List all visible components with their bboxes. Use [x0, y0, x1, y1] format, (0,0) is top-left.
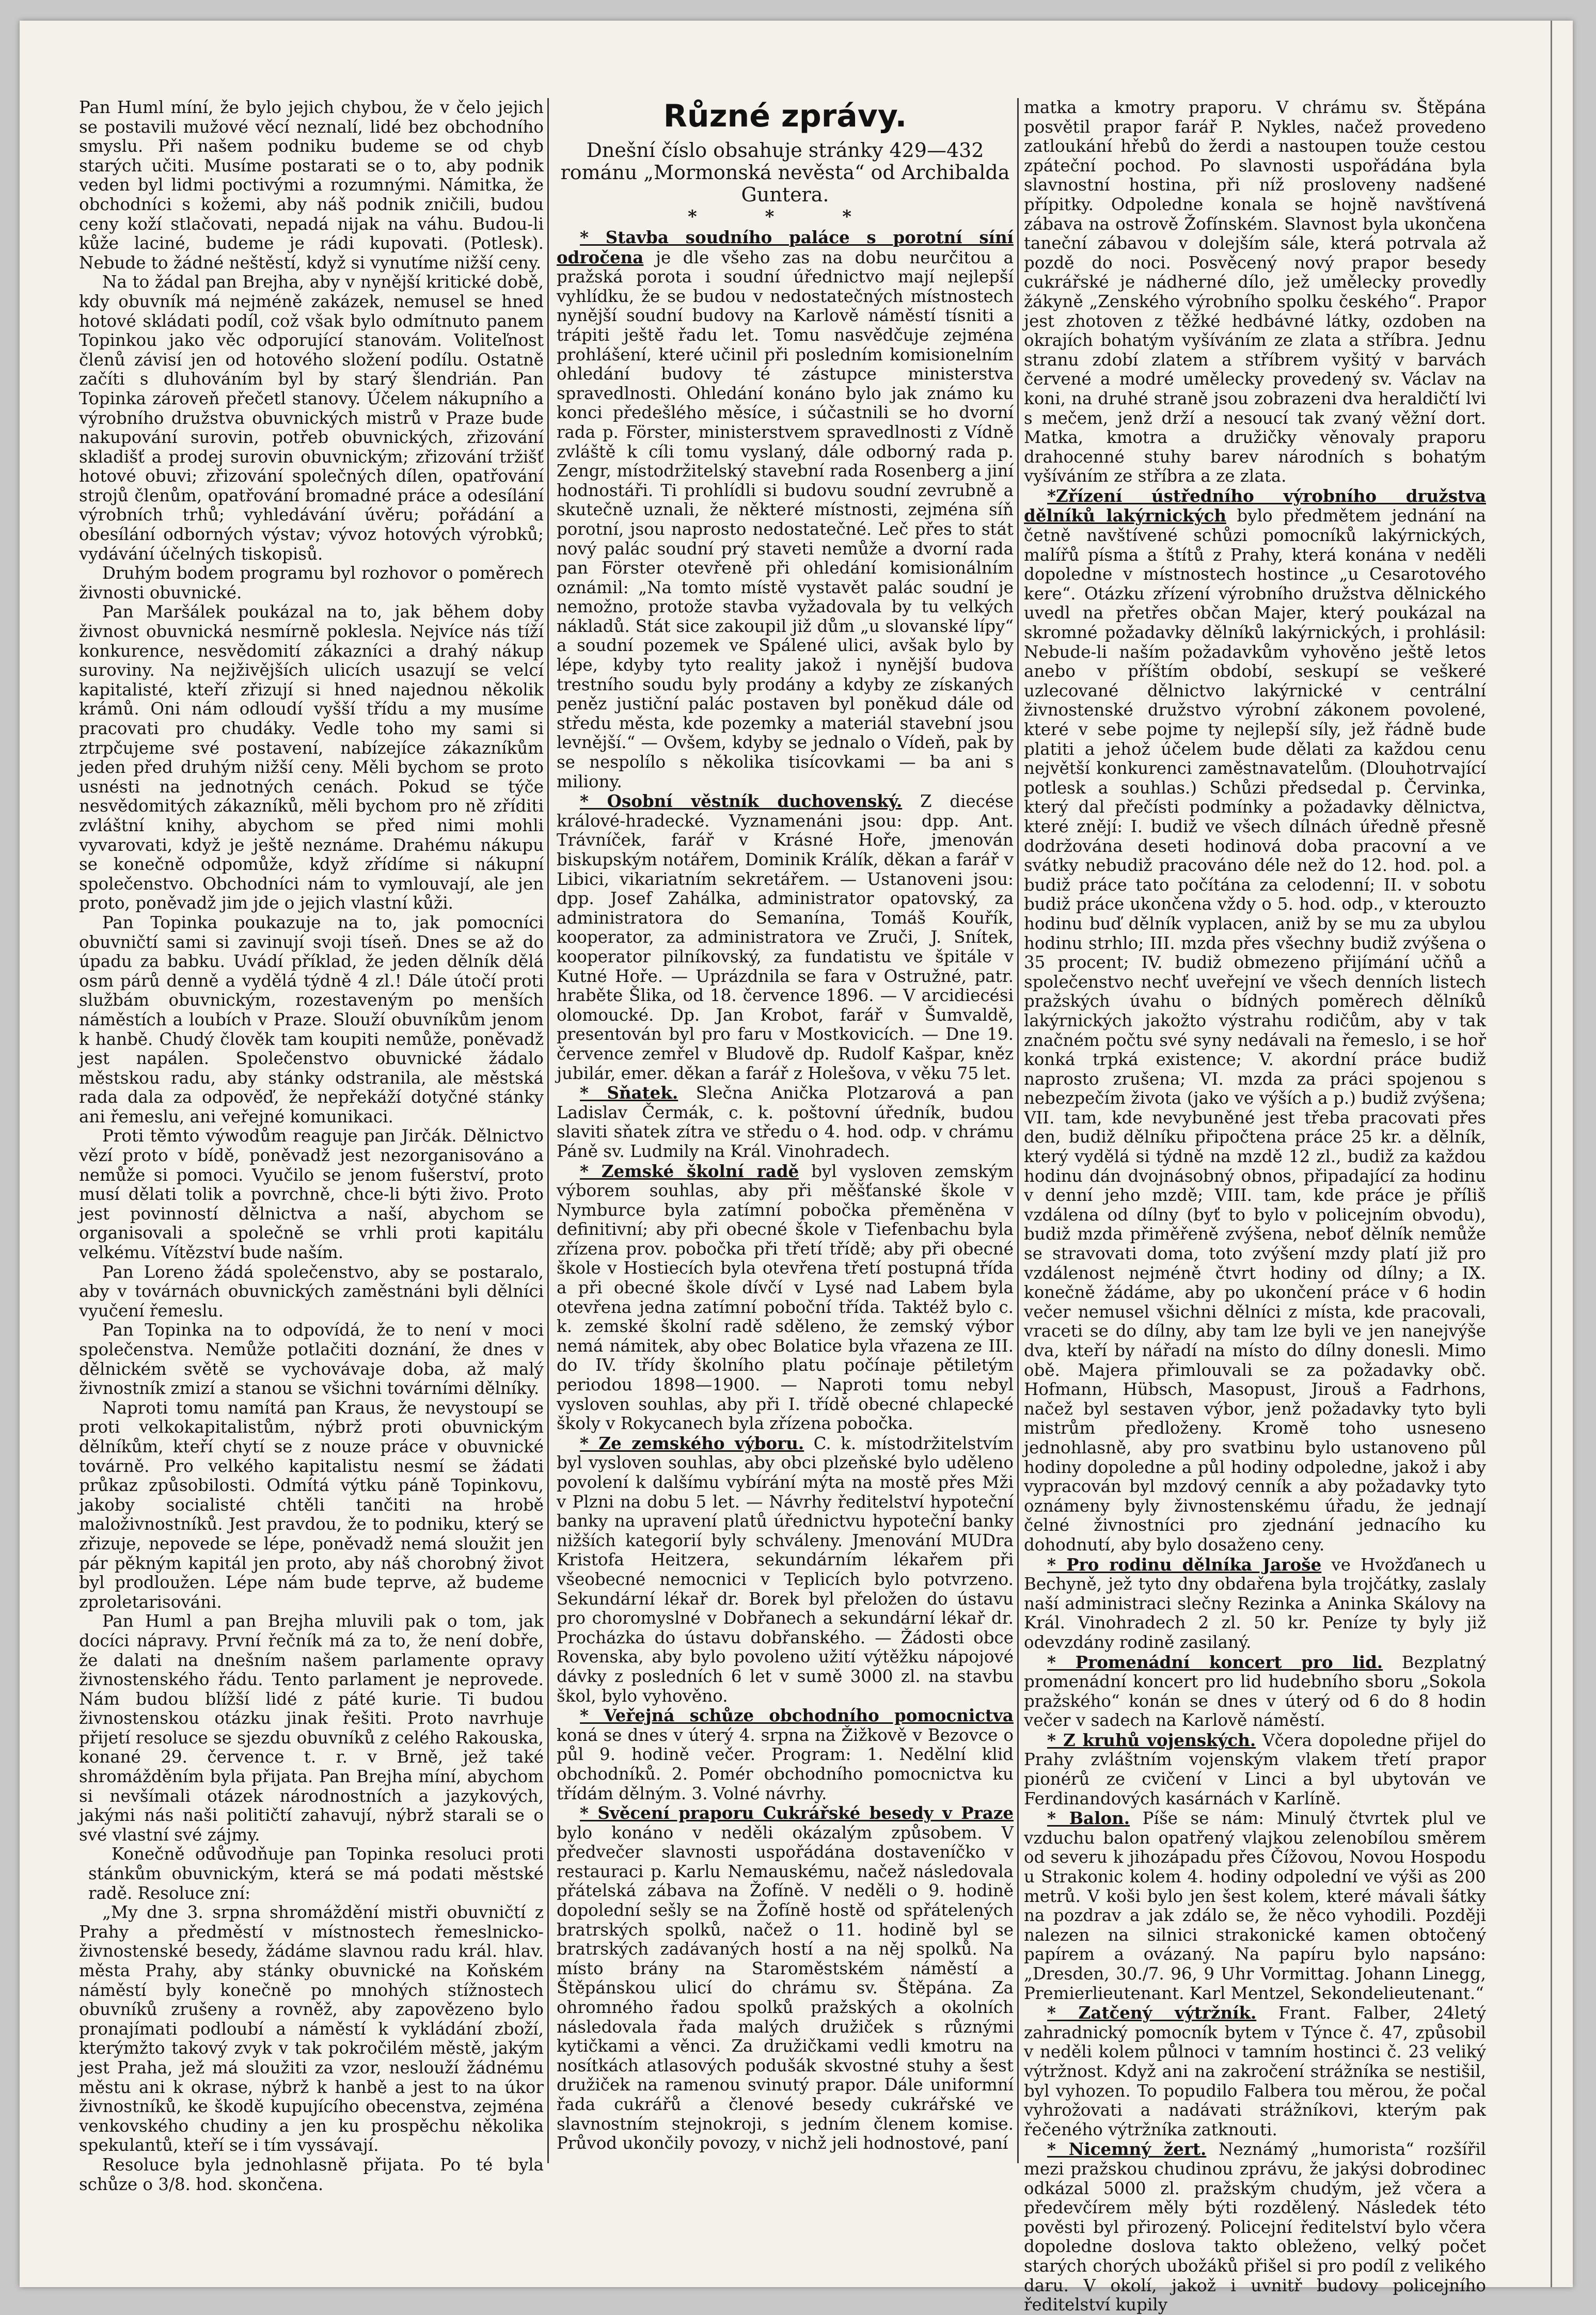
news-item: [557, 791, 1014, 1083]
article-paragraph: Konečně odůvodňuje pan Topinka resoluci proti stánkům obuvnickým, která se má podati městské radě. Resoluce zní:: [88, 1844, 544, 1903]
news-item-headline: * Ze zemského výboru.: [580, 1433, 804, 1453]
news-item-text: Bezplatný promenádní koncert pro lid hudebního sboru „Sokola pražského“ konán se dnes v úterý od 6 do 8 hodin večer v sadech na Karlově náměstí.: [1024, 1652, 1486, 1731]
news-item-text: Včera dopoledne přijel do Prahy zvláštním vojenským vlakem třetí prapor pionérů ze cvičení v Linci a byl ubytován ve Ferdinandových kasárnách v Karlíně.: [1024, 1730, 1486, 1809]
news-item-text: Neznámý „humorista“ rozšířil mezi pražskou chudinou zprávu, že jakýsi dobrodinec odkázal 5000 zl. pražským chudým, jež včera a předevčírem měly býti rozdělený. Následek této pověsti byl přirozený. Policejní ředitelství bylo včera dopoledne doslova takto obleženo, velký počet starých chorých ubožáků přišel si pro podíl z velikého daru. V okolí, jakož i uvnitř budovy policejního ředitelství kupily: [1024, 2139, 1486, 2315]
article-paragraph: Pan Topinka poukazuje na to, jak pomocníci obuvničtí sami si zavinují svoji tíseň. Dnes se až do úpadu za babku. Uvádí příklad, že jeden dělník dělá osm párů denně a vydělá týdně 4 zl.! Dále útočí proti službám obuvnickým, rozestaveným po menších náměstích a loubích v Praze. Slouží obuvníkům jenom k hanbě. Chudý člověk tam koupiti nemůže, poněvadž jest napálen. Společenstvo obuvnické žádalo městskou radu, aby stánky odstranila, ale městská rada dala za odpověď, že nepřekáží dotyčné stánky ani řemeslu, ani veřejné komunikaci.: [79, 912, 544, 1127]
news-item-text: Frant. Falber, 24letý zahradnický pomocník bytem v Týnce č. 47, způsobil v neděli kolem půlnoci v tamním hostinci č. 23 veliký výtržnost. Když ani na zakročení strážníka se nestišil, byl vyhozen. To popudilo Falbera tou měrou, že počal vyhrožovati a nadávati strážníkovi, kterým pak řečeného výtržníka zatknouti.: [1024, 2003, 1486, 2139]
column-divider-left: [547, 98, 549, 2163]
news-item-headline: * Promenádní koncert pro lid.: [1047, 1652, 1383, 1672]
news-item: [1024, 1809, 1486, 2003]
article-paragraph: Pan Huml a pan Brejha mluvili pak o tom, jak docíci nápravy. První řečník má za to, že není dobře, že dalati na dnešním našem parlamente opravy živnostenského řádu. Tento parlament je neprovede. Nám budou blížší lidé z páté kurie. Ti budou živnostenskou otázku jinak řešiti. Proto navrhuje přijetí resoluce se sjezdu obuvníků z celého Rakouska, konané 29. července t. r. v Brně, jež také shromážděním byla přijata. Pan Brejha míní, abychom si nevšímali otázek národnostních a jazykových, jakými nás naši političtí zahavují, nýbrž starali se o své vlastní své zájmy.: [79, 1611, 544, 1845]
news-item-headline: * Nicemný žert.: [1047, 2139, 1207, 2160]
news-item-text: bylo konáno v neděli okázalým způsobem. V předvečer slavnosti uspořádána dostaveníčko v restauraci p. Karlu Nemauskému, načež následovala přátelská zábava na Žofíně. V neděli o 9. hodině dopolední sešly se na Žofíně hostě od spřátelených bratrských spolků, načež o 11. hodině byl se bratrských zadávaných hostí a na něj spolků. Na místo brány na Staroměstském náměstí a Štěpánskou ulicí do chrámu sv. Štěpána. Za ohromného řadou spolků pražských a okolních následovala řada malých družiček s různými kytičkami a věnci. Za družičkami vedli kmotru na nosítkách atlasových podušák skvostné stuhy a šest družiček na ramenou svinutý prapor. Dále uniformní řada cukrářů a členové besedy cukrářské ve slavnostním stejnokroji, s jedním členem komise. Průvod ukončily povozy, v nichž jeli hodnostové, paní: [557, 1822, 1014, 2153]
article-paragraph: Resoluce byla jednohlasně přijata. Po té byla schůze o 3/8. hod. skončena.: [79, 2154, 544, 2194]
column-left: [79, 98, 544, 2194]
article-paragraph: Druhým bodem programu byl rozhovor o poměrech živnosti obuvnické.: [79, 563, 544, 602]
news-item-text: ve Hvožďanech u Bechyně, jež tyto dny obdařena byla trojčátky, zaslaly naší administraci slečny Rezinka a Aninka Skálovy na Král. Vinohradech 2 zl. 50 kr. Peníze ty byly již odevzdány rodině zasilaný.: [1024, 1555, 1486, 1652]
article-paragraph: Naproti tomu namítá pan Kraus, že nevystoupí se proti velkokapitalistům, nýbrž proti obuvnickým dělníkům, kteří chytí se z nouze práce v obuvnické továrně. Pro velkého kapitalistu nesmí se žádati průkaz způsobilosti. Odmítá výtku páně Topinkovu, jakoby socialisté chtěli tančiti na hrobě maloživnostníků. Jest pravdou, že to podniku, který se zřizuje, nepovede se lépe, poněvadž nemá sloužit jen pár pěkným kapitál jen proto, aby náš chorobný život byl prodloužen. Lépe nám bude teprve, až budeme zproletarisováni.: [79, 1398, 544, 1612]
news-item-headline: *Zřízení ústředního výrobního družstva dělníků lakýrnických: [1024, 485, 1486, 526]
news-items: [557, 228, 1014, 2153]
news-item: [1024, 2139, 1486, 2314]
news-item-headline: * Sňatek.: [580, 1083, 678, 1103]
column-right: [1024, 98, 1486, 2315]
news-item: [1024, 1555, 1486, 1653]
article-paragraph: Proti těmto výwodům reaguje pan Jirčák. Dělnictvo vězí proto v bídě, poněvadž jest nezorganisováno a nemůže si pomoci. Vyučilo se jenom fušerství, proto musí dělati tolik a povrchně, chce-li býti živo. Proto jest povinností dělnictva a naší, abychom se organisovali a společně se vrhli proti kapitálu velkému. Vítězství bude naším.: [79, 1126, 544, 1263]
news-item: [1024, 1653, 1486, 1731]
news-item: [557, 1162, 1014, 1434]
news-item-headline: * Stavba soudního paláce s porotní síní odročena: [557, 227, 1014, 267]
news-item-headline: * Balon.: [1047, 1808, 1130, 1829]
page-edge-rule: [1551, 21, 1552, 2287]
news-item-headline: * Pro rodinu dělníka Jaroše: [1047, 1554, 1322, 1575]
news-item-headline: * Zemské školní radě: [580, 1161, 799, 1181]
newspaper-page: [20, 21, 1573, 2315]
column-middle: [557, 98, 1014, 2163]
news-item: [557, 1803, 1014, 2153]
intro-paragraph: Dnešní číslo obsahuje stránky 429—432 románu „Mormonská nevěsta“ od Archibalda Guntera.: [560, 139, 1010, 206]
column-divider-right: [1017, 98, 1019, 2163]
news-item-text: Slečna Anička Plotzarová a pan Ladislav Čermák, c. k. poštovní úředník, budou slaviti sňatek zítra ve středu o 4. hod. odp. v chrámu Páně sv. Ludmily na Král. Vinohradech.: [557, 1083, 1014, 1161]
article-paragraph: Pan Loreno žádá společenstvo, aby se postaralo, aby v továrnách obuvnických zaměstnáni byli dělníci vyučení řemeslu.: [79, 1262, 544, 1321]
section-heading: Různé zprávy.: [663, 98, 907, 134]
news-item-headline: * Osobní věstník duchovenský.: [580, 791, 903, 812]
news-item-text: koná se dnes v úterý 4. srpna na Žižkově v Bezovce o půl 9. hodině večer. Program: 1. Nedělní klid obchodníků. 2. Pomér obchodního pomocnictva ku třídám dělným. 3. Volné návrhy.: [557, 1725, 1014, 1803]
news-item-text: byl vysloven zemským výborem souhlas, aby při měšťanské škole v Nymburce byla zatímní pobočka přeměněna v definitivní; aby při obecné škole v Tiefenbachu byla zřízena prov. pobočka při třetí třídě; aby při obecné škole v Hostiecích byla otevřena třetí postupná třída a při obecné škole dívčí v Lysé nad Labem byla otevřena jedna zatímní poboční třída. Taktéž bylo c. k. zemské školní radě sděleno, že zemský výbor nemá námitek, aby obec Bolatice byla vřazena ze III. do IV. třídy školního platu počínaje pětiletým periodou 1898—1900. — Naproti tomu nebyl vysloven souhlas, aby při I. třídě obecné chlapecké školy v Rokycanech byla zřízena pobočka.: [557, 1161, 1014, 1434]
article-paragraph: Na to žádal pan Brejha, aby v nynější kritické době, kdy obuvník má nejméně zakázek, nemusel se hned hotové skládati podíl, což však bylo odmítnuto panem Topinkou jako věc odporující stanovám. Voliteľnost členů závisí jen od hotového složení podílu. Ostatně začíti s dluhováním byl by starý šlendrián. Pan Topinka zároveň přečetl stanovy. Účelem nákupního a výrobního družstva obuvnických mistrů v Praze bude nakupování surovin, potřeb obuvnických, zřizování skladišť a prodej surovin obuvnickým; zřizování tržišť hotové obuvi; zřizování společných dílen, opatřování strojů členům, opatřování bromadné práce a odesílání výrobních trhů; vyhledávání úvěru; pořádání a obesílání odborných výstav; vývoz hotových výrobků; vydávání účelných tiskopisů.: [79, 272, 544, 564]
news-item: [1024, 98, 1486, 486]
news-item: [557, 1083, 1014, 1161]
news-item-headline: * Z kruhů vojenských.: [1047, 1730, 1256, 1750]
news-item: [1024, 486, 1486, 1555]
article-paragraph: Pan Huml míní, že bylo jejich chybou, že v čelo jejich se postavili mužové věcí neznalí, lidé bez obchodního smyslu. Při našem podniku budeme se od chyb starých učiti. Musíme postarati se o to, aby podnik veden byl lidmi poctivými a rozumnými. Námitka, že obchodníci s kožemi, aby náš podnik zničili, budou ceny koží stlačovati, nepadá nijak na váhu. Budou-li kůže laciné, budeme je rádi kupovati. (Potlesk). Nebude to žádné neštěstí, když si vynutíme nižší ceny.: [79, 98, 544, 273]
news-item-headline: * Zatčený výtržník.: [1047, 2003, 1257, 2023]
news-item-text: matka a kmotry praporu. V chrámu sv. Štěpána posvětil prapor farář P. Nykles, načež provedeno zatloukání hřebů do žerdi a nastoupen touže cestou zpáteční pochod. Po slavnosti uspořádána byla slavnostní hostina, při níž prosloveny nadšené přípitky. Odpoledne konala se hojně navštívená zábava na ostrově Žofínském. Slavnost byla ukončena taneční zábavou v dolejším sále, která potrvala až pozdě do noci. Posvěcený nový prapor besedy cukrářské je nádherné dílo, jež umělecky provedly žákyně „Zenského výrobního spolku českého“. Prapor jest zhotoven z těžké hedbávné látky, ozdoben na okrajích bohatým vyšíváním ze zlata a stříbra. Jednu stranu zdobí zlatem a stříbrem vyšitý v barvách červené a modré umělecky provedený sv. Václav na koni, na druhé straně jsou zobrazeni dva heraldičtí lvi s mečem, jenž drží a nesoucí tak zvaný věžní dort. Matka, kmotra a družičky věnovaly praporu drahocenné stuhy barev národních s bohatým vyšíváním ze stříbra a ze zlata.: [1024, 98, 1486, 486]
article-paragraph: Pan Topinka na to odpovídá, že to není v moci společenstva. Nemůže potlačiti doznání, že dnes v dělnickém světě se vychovávaje doba, až malý živnostník zmizí a stanou se všichni továrními dělníky.: [79, 1320, 544, 1399]
news-item-text: C. k. místodržitelstvím byl vysloven souhlas, aby obci plzeňské bylo uděleno povolení k dalšímu vybírání mýta na mostě přes Mži v Plzni na dobu 5 let. — Návrhy ředitelství hypoteční banky na upravení platů úřednictvu hypoteční banky nižších kategorií byly schváleny. Jmenování MUDra Kristofa Heitzera, sekundárním lékařem při všeobecné nemocnici v Teplicích bylo potvrzeno. Sekundární lékař dr. Borek byl přeložen do ústavu pro choromyslné v Dobřanech a sekundární lékař dr. Procházka do ústavu dobřanského. — Žádosti obce Rovenska, aby bylo povoleno užití výtěžku nápojové dávky z posledních 6 let v sumě 3000 zl. na stavbu škol, bylo vyhověno.: [557, 1433, 1014, 1706]
news-item-text: je dle všeho zas na dobu neurčitou a pražská porota i soudní úřednictvo mají nejlepší vyhlídku, že se budou v nedostatečných místnostech nynější soudní budovy na Karlově náměstí tísniti a trápiti ještě řadu let. Tomu nasvědčuje zejména prohlášení, které učinil při posledním komisionelním ohledání budovy té zástupce ministerstva spravedlnosti. Ohledání konáno bylo jak známo ku konci předešlého měsíce, i súčastnili se ho dvorní rada p. Förster, ministerstvem spravedlnosti z Vídně zvláště k cíli tomu vyslaný, dále odborný rada p. Zengr, místodržitelský stavební rada Rosenberg a jiní hodnostáři. Ti prohlídli si budovu soudní zevrubně a skutečně uznali, že některé místnosti, zejména síň porotní, jsou naprosto nedostatečné. Leč přes to stát nový palác soudní prý staveti nemůže a dvorní rada pan Förster otevřeně při ohledání komisionálním oznámil: „Na tomto místě vystavět palác soudní je nemožno, protože stavba vyžadovala by tu velkých nákladů. Stát sice zakoupil již dům „u slovanské lípy“ a soudní pozemek ve Spálené ulici, avšak bylo by lépe, kdyby tyto reality jakož i nynější budova trestního soudu byly prodány a kdyby ze získaných peněz justiční palác postaven byl poněkud dále od středu města, kde pozemky a materiál stavební jsou levnější.“ — Ovšem, kdyby se jednalo o Vídeň, pak by se nespolílo s několika tisícovkami — ba ani s miliony.: [557, 247, 1014, 791]
news-item: [1024, 2003, 1486, 2139]
separator-stars: * * *: [687, 207, 882, 227]
news-item: [557, 228, 1014, 791]
news-item-text: Z diecése králové-hradecké. Vyznamenáni jsou: dpp. Ant. Trávníček, farář v Krásné Hoře, jmenován biskupským notářem, Dominik Králík, děkan a farář v Libici, vikariatním sekretářem. — Ustanoveni jsou: dpp. Josef Zahálka, administrator opatovský, za administratora do Semanína, Tomáš Kouřík, kooperator, za administratora ve Zruči, J. Snítek, kooperator pilníkovský, za fundatistu ve špitále v Kutné Hoře. — Uprázdnila se fara v Ostružné, patr. hraběte Šlika, od 18. července 1896. — V arcidiecési olomoucké. Dp. Jan Krobot, farář v Šumvaldě, presentován byl pro faru v Mostkovicích. — Dne 19. července zemřel v Bludově dp. Rudolf Kašpar, kněz jubilár, emer. děkan a farář z Holešova, v věku 75 let.: [557, 791, 1014, 1083]
news-item-headline: * Veřejná schůze obchodního pomocnictva: [580, 1705, 1014, 1726]
news-item-headline: * Svěcení praporu Cukrářské besedy v Praze: [580, 1803, 1014, 1824]
news-item: [557, 1434, 1014, 1706]
news-item-text: bylo předmětem jednání na četně navštívené schůzi pomocníků lakýrnických, malířů písma a štítů z Prahy, která konána v neděli dopoledne v místnostech hostince „u Cesarotového kere“. Otázku zřízení výrobního družstva dělnického uvedl na přetřes občan Majer, který poukázal na skromné požadavky dělníků lakýrnických, i prohlásil: Nebude-li naším požadavkům vyhověno ještě letos anebo v příštím období, seskupí se veškeré uzlecované dělnictvo lakýrnické v centrální živnostenské družstvo výrobní zákonem povolené, které v sebe pojme ty nejlepší síly, jež řádně bude platiti a jehož účelem bude dělati za každou cenu největší konkurenci zaměstnavatelům. (Dlouhotrvající potlesk a souhlas.) Schůzi předsedal p. Červinka, který dal přečísti podmínky a požadavky dělnictva, které znějí: I. budiž ve všech dílnách úředně přesně dodržována deseti hodinová doba pracovní a ve svátky nebudiž pracováno déle než do 12. hod. pol. a budiž práce tato počítána za celodenní; II. v sobotu budiž práce ukončena vždy o 5. hod. odp., v kterouzto hodinu buď dělník vyplacen, aniž by se mu za ubylou hodinu strhlo; III. mzda přes všechny budiž zvýšena o 35 procent; IV. budiž obmezeno přijímání učňů a společenstvo nechť uveřejní ve všech denních listech pražských úvahu o bídných poměrech dělníků lakýrnických jakožto výstrahu rodičům, aby v tak značném počtu své syny nedávali na řemeslo, i se hoř konká trpká existence; V. akordní práce budiž naprosto zrušena; VI. mzda za práci spojenou s nebezpečím života (jako ve výších a p.) budiž zvýšena; VII. tam, kde nevybuněné jest třeba pracovati přes den, budiž dělníku připočtena práce 25 kr. a dělník, který vydělá si týdně na mzdě 12 zl., budiž za každou hodinu dán dvojnásobný obnos, připadající za hodinu v denní jeho mzdě; VIII. tam, kde práce je příliš vzdálena od dílny (byť to bylo v policejním obvodu), budiž mzda přiměřeně zvýšena, neboť dělník nemůže se stravovati doma, toto zvýšení mzdy platí již pro vzdálenost nejméně čtvrt hodiny od dílny; a IX. konečně žádáme, aby po ukončení práce v 6 hodin večer nemusel všichni dělníci z místa, kde pracovali, vraceti se do dílny, aby tam lze byli ve jen nanejvýše dva, kteří by nářadí na místo do dílny donesli. Mimo obě. Majera přimlouvali se za požadavky obč. Hofmann, Hübsch, Masopust, Jirouš a Fadrhons, načež byl sestaven výbor, jenž požadavky tyto byli mistrům předloženy. Kromě toho usneseno jednohlasně, aby pro svatbinu bylo ustanoveno půl hodiny dopoledne a půl hodiny odpoledne, jakož i aby vypracován byl mzdový cenník a aby požadavky tyto oznámeny byly živnostenskému úřadu, že jednají čelné živnostníci pro zjednání jednacího ku dohodnutí, aby bylo dosaženo ceny.: [1024, 506, 1486, 1555]
article-paragraph: „My dne 3. srpna shromáždění mistři obuvničtí z Prahy a předměstí v místnostech řemeslnicko-živnostenské besedy, žádáme slavnou radu král. hlav. města Prahy, aby stánky obuvnické na Koňském náměstí byly konečně po mnohých stížnostech obuvníků zrušeny a rovněž, aby zapovězeno bylo pronajímati podloubí a náměstí k vykládání zboží, kterýmžto takový zvyk v tak pokročilém městě, jakým jest Praha, jež má sloužiti za vzor, neslouží žádnému městu ani k okrase, nýbrž k hanbě a jest to na úkor živnostníků, ke škodě kupujícího obecenstva, zejména venkovského chudiny a jen ku prospěchu několika spekulantů, kteří se i tím vyssávají.: [79, 1902, 544, 2155]
article-paragraph: Pan Maršálek poukázal na to, jak během doby živnost obuvnická nesmírně poklesla. Nejvíce nás tíží konkurence, nesvědomití zákazníci a drahý nákup suroviny. Na nejživějších ulicích usazují se velcí kapitalisté, kteří zřizují si hned najednou několik krámů. Oni nám odloudí vyšší třídu a my musíme pracovati pro chudáky. Vedle toho my sami si ztrpčujeme své postavení, nabízejíce zákazníkům jeden před druhým nižší ceny. Měli bychom se proto usnésti na jednotných cenách. Pokud se týče nesvědomitých zákazníků, měli bychom pro ně zříditi zvláštní knihy, abychom se před nimi mohli vyvarovati, když je ještě neznáme. Drahému nákupu se konečně odpomůže, když zřídíme si nákupní společenstvo. Obchodníci nám to vymlouvají, ale jen proto, poněvadž jim jde o jejich vlastní kůži.: [79, 602, 544, 913]
news-item: [557, 1706, 1014, 1803]
news-item: [1024, 1731, 1486, 1809]
news-item-text: Píše se nám: Minulý čtvrtek plul ve vzduchu balon opatřený vlajkou zelenobílou směrem od severu k jihozápadu přes Čížovou, Novou Hospodu u Strakonic kolem 4. hodiny odpolední ve výši as 200 metrů. V koši bylo jen šest kolem, které mávali šátky na pozdrav a jak zdálo se, že něco vyhodili. Později nalezen na silnici strakonické kamen obtočený papírem a ovázaný. Na papíru bylo napsáno: „Dresden, 30./7. 96, 9 Uhr Vormittag. Johann Linegg, Premierlieutenant. Karl Mentzel, Sekondelieutenant.“: [1024, 1809, 1486, 2003]
